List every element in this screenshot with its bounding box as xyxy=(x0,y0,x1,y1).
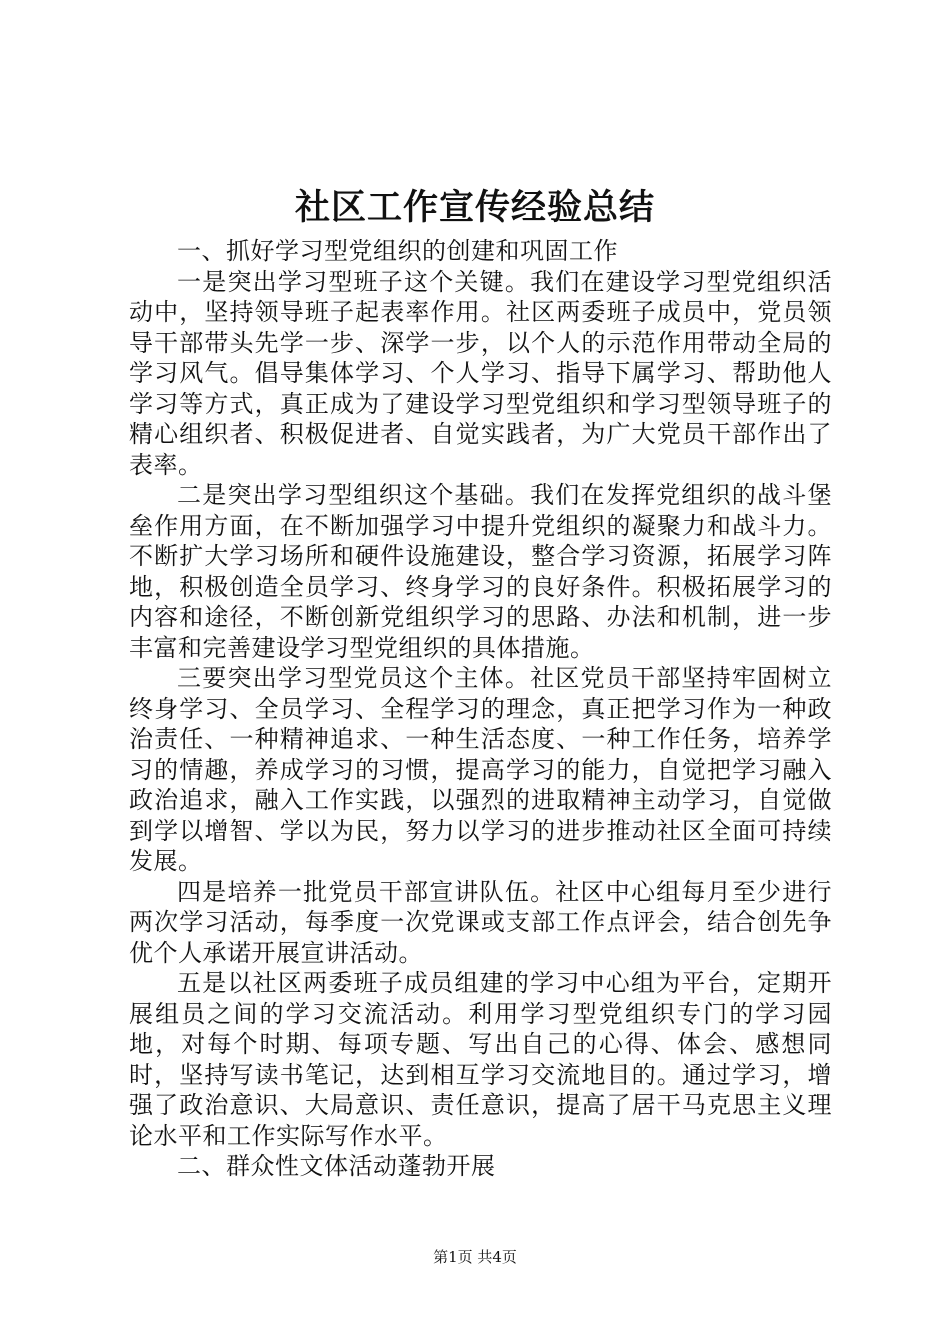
paragraph-4: 四是培养一批党员干部宣讲队伍。社区中心组每月至少进行两次学习活动，每季度一次党课或支部工作点评会，结合创先争优个人承诺开展宣讲活动。 xyxy=(129,877,832,967)
paragraph-5: 五是以社区两委班子成员组建的学习中心组为平台，定期开展组员之间的学习交流活动。利用学习型党组织专门的学习园地，对每个时期、每项专题、写出自己的心得、体会、感想同时，坚持写读书笔记，达到相互学习交流地目的。通过学习，增强了政治意识、大局意识、责任意识，提高了居干马克思主义理论水平和工作实际写作水平。 xyxy=(129,969,832,1150)
document-title: 社区工作宣传经验总结 xyxy=(294,187,655,228)
paragraph-1: 一是突出学习型班子这个关键。我们在建设学习型党组织活动中，坚持领导班子起表率作用。社区两委班子成员中，党员领导干部带头先学一步、深学一步，以个人的示范作用带动全局的学习风气。倡导集体学习、个人学习、指导下属学习、帮助他人学习等方式，真正成为了建设学习型党组织和学习型领导班子的精心组织者、积极促进者、自觉实践者，为广大党员干部作出了表率。 xyxy=(129,267,832,479)
document-body xyxy=(129,236,832,1182)
paragraph-3: 三要突出学习型党员这个主体。社区党员干部坚持牢固树立终身学习、全员学习、全程学习的理念，真正把学习作为一种政治责任、一种精神追求、一种生活态度、一种工作任务，培养学习的情趣，养成学习的习惯，提高学习的能力，自觉把学习融入政治追求，融入工作实践，以强烈的进取精神主动学习，自觉做到学以增智、学以为民，努力以学习的进步推动社区全面可持续发展。 xyxy=(129,664,832,875)
section-heading-2: 二、群众性文体活动蓬勃开展 xyxy=(177,1152,496,1180)
paragraph-2: 二是突出学习型组织这个基础。我们在发挥党组织的战斗堡垒作用方面，在不断加强学习中提升党组织的凝聚力和战斗力。不断扩大学习场所和硬件设施建设，整合学习资源，拓展学习阵地，积极创造全员学习、终身学习的良好条件。积极拓展学习的内容和途径，不断创新党组织学习的思路、办法和机制，进一步丰富和完善建设学习型党组织的具体措施。 xyxy=(129,481,832,662)
page-number-footer: 第1页 共4页 xyxy=(433,1248,517,1266)
section-heading-1: 一、抓好学习型党组织的创建和巩固工作 xyxy=(177,237,618,265)
